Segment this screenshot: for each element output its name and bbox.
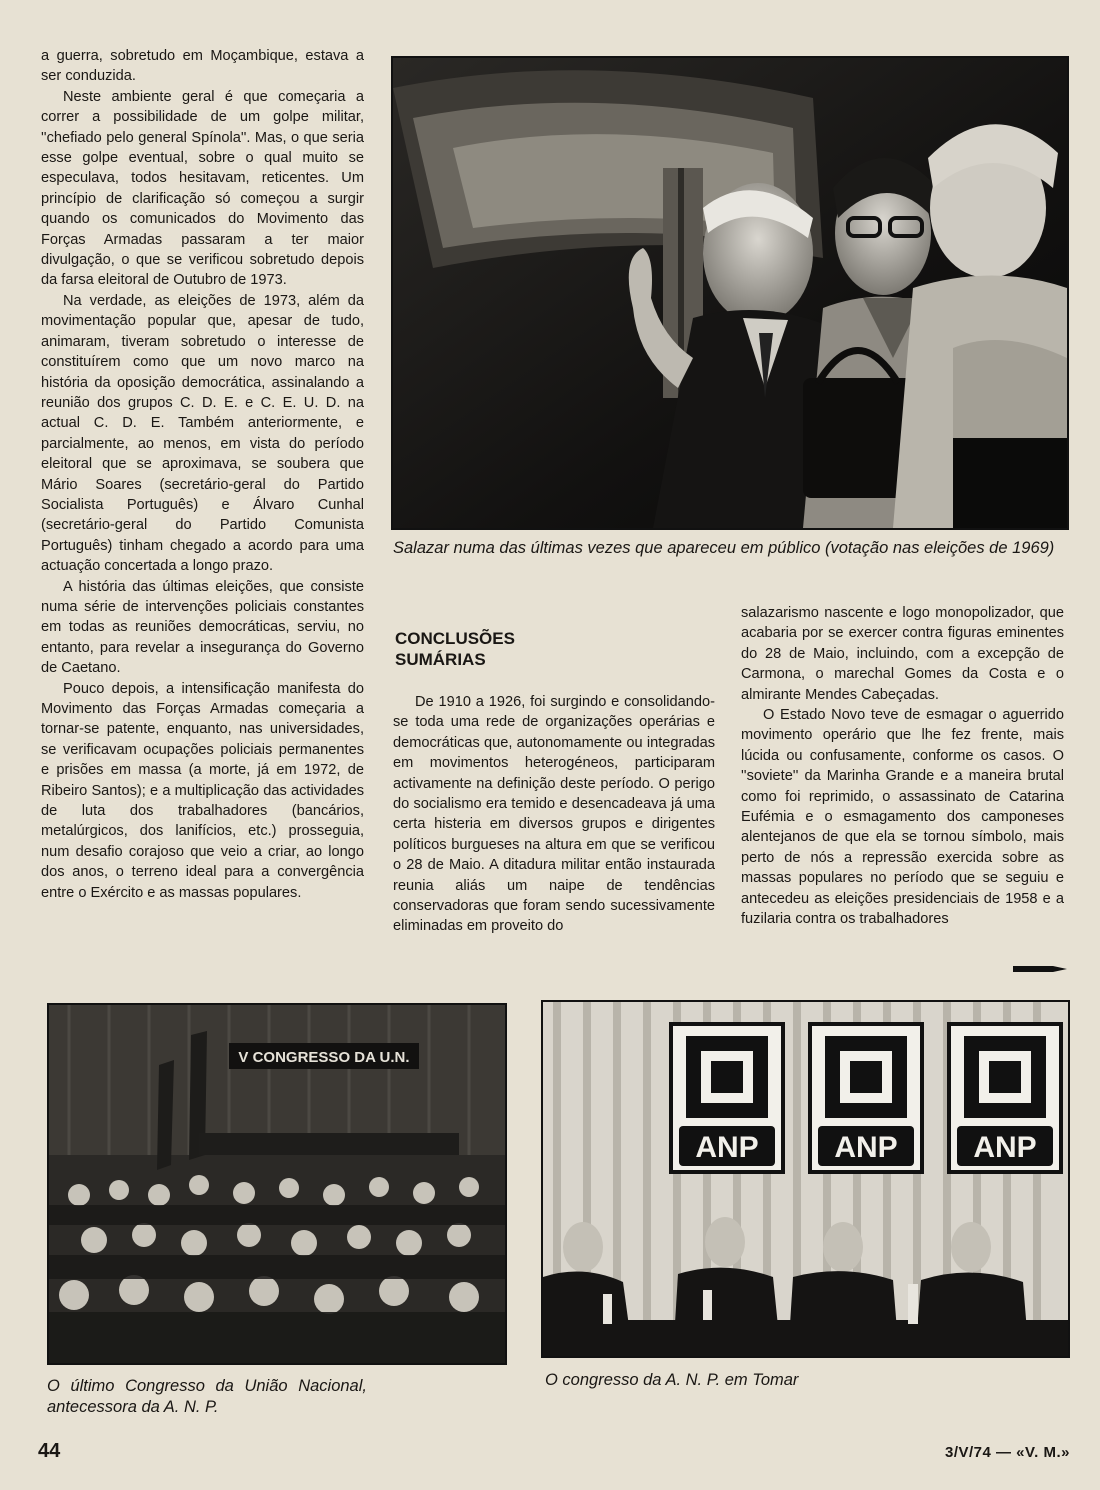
- paragraph: a guerra, sobretudo em Moçambique, estava a ser conduzida.: [41, 48, 364, 85]
- congress-banner-text: V CONGRESSO DA U.N.: [238, 1049, 410, 1066]
- article-column-left: [41, 46, 364, 903]
- continue-arrow-icon: [1013, 964, 1067, 974]
- photo-salazar-voting: [391, 56, 1069, 530]
- paragraph: De 1910 a 1926, foi surgindo e consolidando-se toda uma rede de organizações operárias e democráticas que, autonomamente ou integradas em movimentos heterogéneos, participaram activamente na definição deste período. O perigo do socialismo era temido e desencadeava já uma certa histeria em diversos grupos e dirigentes políticos burgueses na altura em que se verificou o 28 de Maio. A ditadura militar então instaurada reunia aliás um naipe de tendências conservadoras que foram sendo sucessivamente eliminadas em proveito do: [393, 694, 715, 935]
- photo-salazar-image: [393, 58, 1067, 528]
- paragraph: Na verdade, as eleições de 1973, além da movimentação popular que, apesar de tudo, animaram, tiveram sobretudo o interesse de constituírem como que um novo marco na história da oposição democrática, assinalando a reunião dos grupos C. D. E. e C. E. U. D. na actual C. D. E. Também anteriormente, e parcialmente, ao menos, em vista do período eleitoral que se aproximava, se soubera que Mário Soares (secretário-geral do Partido Socialista Português) e Álvaro Cunhal (secretário-geral do Partido Comunista Português) tinham chegado a acordo para uma actuação concertada a longo prazo.: [41, 292, 364, 575]
- section-heading-line: SUMÁRIAS: [395, 650, 486, 669]
- anp-logo-icon: [810, 1024, 922, 1172]
- article-column-middle: [393, 692, 715, 937]
- caption-un-congress: O último Congresso da União Nacional, antecessora da A. N. P.: [47, 1377, 367, 1416]
- photo-anp-congress-image: [543, 1002, 1068, 1356]
- anp-logo-icon: [949, 1024, 1061, 1172]
- page-number: 44: [38, 1440, 61, 1462]
- article-column-right: [741, 603, 1064, 930]
- section-heading-line: CONCLUSÕES: [395, 629, 515, 648]
- issue-reference: 3/V/74 — «V. M.»: [944, 1444, 1070, 1461]
- anp-logo-text: ANP: [973, 1131, 1037, 1164]
- photo-un-congress: [47, 1003, 507, 1365]
- photo-anp-congress: [541, 1000, 1070, 1358]
- caption-salazar: Salazar numa das últimas vezes que apareceu em público (votação nas eleições de 1969): [393, 539, 1055, 557]
- section-heading: [395, 628, 695, 670]
- paragraph: A história das últimas eleições, que consiste numa série de intervenções policiais constantes em todas as reuniões democráticas, serviu, no entanto, para revelar a insegurança do Governo de Caetano.: [41, 578, 364, 677]
- paragraph: Pouco depois, a intensificação manifesta do Movimento das Forças Armadas começaria a tornar-se patente, enquanto, nas universidades, se verificavam ocupações policiais permanentes e prisões em massa (a morte, já em 1972, de Ribeiro Santos); e a multiplicação das actividades de luta dos trabalhadores (bancários, metalúrgicos, dos lanifícios, etc.) prosseguia, num desafio corajoso que veio a criar, ao longo dos anos, o terreno ideal para a convergência entre o Exército e as massas populares.: [41, 680, 364, 901]
- anp-logo-text: ANP: [834, 1131, 898, 1164]
- photo-un-congress-image: [49, 1005, 505, 1363]
- anp-logo-icon: [671, 1024, 783, 1172]
- paragraph: Neste ambiente geral é que começaria a correr a possibilidade de um golpe militar, ''chefiado pelo general Spínola''. Mas, o que seria esse golpe eventual, sobre o qual muito se especulava, todos hesitavam, reticentes. Um princípio de clarificação só começou a surgir quando os comunicados do Movimento das Forças Armadas passaram a ter maior divulgação, o que se verificou sobretudo depois da farsa eleitoral de Outubro de 1973.: [41, 88, 364, 289]
- anp-logo-text: ANP: [695, 1131, 759, 1164]
- paragraph: O Estado Novo teve de esmagar o aguerrido movimento operário que lhe fez frente, mais lúcida ou confusamente, conforme os casos. O ''soviete'' da Marinha Grande e a maneira brutal como foi reprimido, o assassinato de Catarina Eufémia e o esmagamento dos camponeses alentejanos de que ela se tornou símbolo, mais perto de nós a repressão exercida sobre as massas populares no período que se seguiu e antecedeu as eleições presidenciais de 1958 e a fuzilaria contra os trabalhadores: [741, 707, 1064, 928]
- paragraph: salazarismo nascente e logo monopolizador, que acabaria por se exercer contra figuras eminentes do 28 de Maio, incluindo, com a excepção de Carmona, o marechal Gomes da Costa e o almirante Mendes Cabeçadas.: [741, 605, 1064, 703]
- caption-anp-congress: O congresso da A. N. P. em Tomar: [545, 1371, 799, 1389]
